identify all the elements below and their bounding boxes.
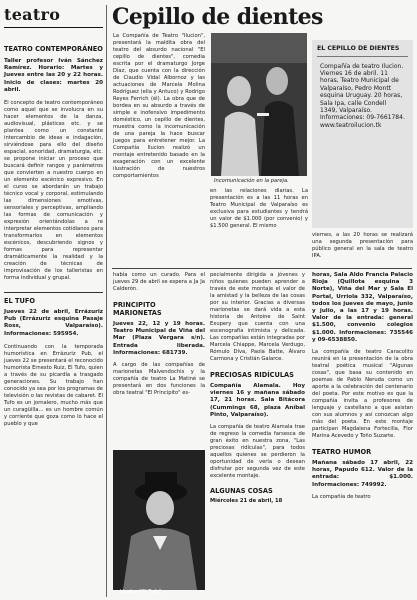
photo-caption-main: Incomunicación en la pareja. [214,178,289,184]
article-cont-text: en las relaciones diarias. La presentación es a las 11 horas en Teatro Municipal de Valparaíso es exclusiva para estudiantes y tendrá un valor de $1.000 (por convenio) y $1.500 general. El mismo [210,188,308,229]
article-end: viernes, a las 20 horas se realizará una segunda presentación para público general en la sala de teatro IPA. [312,232,413,259]
body-teatro-humor: La compañía de teatro [312,493,371,500]
body-algunas-cosas: La compañía de teatro Caracolito reunirá en la presentación de la obra teatral poética musical "Algunas cosas", que basa su contenido en poemas de Pablo Neruda como un aporte a la celebración del centenario del poeta. Por este motivo es que la compañía invita a profesores de lenguaje y castellano a que asistan con sus alumnos y así conozcan algo más del poeta. En este montaje participan Magdalena Fortecilla, Flor Marina Acevedo y Toño Suzarte. [312,349,413,440]
info-box-text: Compañía de teatro Ilucion. Viernes 16 de abril. 11 horas, Teatro Municipal de Valparaíso, Pedro Montt esquina Uruguay. 20 horas, Sala Ipa, calle Condell 1349, Valparaíso. Informaciones: 09-7661784. www.teatroilucion.tk [320,62,405,129]
col2-top-text: había como un curado. Para el jueves 29 de abril se espera a Ja Ja Calderón. [113,272,205,292]
body-principito: A cargo de las compañías de marionetas Malvendochis y la compañía de teatro La Matiné se presentará en dos funciones la obra teatral "El Principito" es- [113,362,205,397]
info-principito: Jueves 22, 12 y 19 horas. Teatro Municipal de Viña del Mar (Plaza Vergara s/n). Entrada liberada. Informaciones: 681739. [113,321,205,356]
headline: Cepillo de dientes [112,4,323,30]
section-title: teatro [4,5,61,24]
column-1 [4,45,103,428]
body-teatro-contemporaneo: El concepto de teatro contemporáneo como aquel que se involucra en su hacer elementos de la danza, audiovisual, plásticas etc. y se plantea como un constante intercambio de ideas e indagación, sirviéndose para ello del diseño espacial, sonoridad, dramaturgia, etc. se propone iniciar un proceso que buscará definir rangos y parámetros que convierten a nuestro cuerpo en un elemento escénico expresivo. En el curso se abordarán un trabajo técnico vocal y corporal, estimulando las dimensiones emotivas, sensoriales y perceptivas, ampliando las formas de comunicación y expresión orientándolas a re interpretar elementos cotidianos para transformarlos en elementos escénicos, descubriendo signos y formas para representar dramáticamente la realidad y la creación de técnicas de improvisación de los talleristas en forma individual y grupal. [4,100,103,282]
photo-caption-tufo: Vuelve "El Tufo". [120,589,164,595]
heading-teatro-humor: TEATRO HUMOR [312,448,372,457]
section-rule [4,27,103,28]
info-teatro-humor: Mañana sábado 17 abril, 22 horas, Papudo 612. Valor de la entrada: $1.000. Informaciones: 749992. [312,460,413,488]
body-el-tufo: Continuando con la temporada humorística en Errázuriz Pub, el jueves 22 se presentará el reconocido humorista Ernesto Ruiz, El Tufo, quien a través de su picardía a trasgado generaciones. Su trabajo han conocido ya sea por los programas de televisión o las revistas de cabaret. El Tufo es un jornalero, mucho más que un curagüilla... es un hombre común y corriente que goza como lo hace el pueblo y que [4,343,103,427]
column-divider [106,5,107,597]
article-continuation [210,188,308,230]
body-preciosas: La compañía de teatro Alamala trae de regreso la comedia farsesca de gran éxito en nuestra zona, "Las preciosas ridículas", para todos aquellos quienes se perdieron la oportunidad de verla o desean disfrutar por segunda vez de este excelente montaje. [210,424,305,480]
column-3 [210,272,305,505]
info-el-tufo: Jueves 22 de abril, Errázuriz Pub (Errázuriz esquina Pasaje Ross, Valparaíso). Informaciones: 595954. [4,309,103,337]
heading-principito: PRINCIPITO MARIONETAS [113,301,162,317]
photo-couple [211,33,307,176]
main-article [113,33,205,180]
heading-teatro-contemporaneo: TEATRO CONTEMPORÁNEO [4,45,103,53]
info-box [312,40,413,228]
horizontal-rule [112,268,412,269]
column-4 [312,272,413,501]
info-box-title: EL CEPILLO DE DIENTES [317,45,400,52]
info-teatro-contemporaneo: Taller profesor Iván Sánchez Ramírez. Horario: Martes y Jueves entre las 20 y 22 horas. Inicio de clases: martes 20 abril. [4,58,103,93]
info-preciosas: Compañía Alamala. Hoy viernes 16 y mañana sábado 17, 21 horas. Sala Bitácora (Cummings 68, plaza Aníbal Pinto, Valparaíso). [210,383,305,418]
heading-el-tufo: EL TUFO [4,292,103,305]
heading-algunas-cosas: ALGUNAS COSAS [210,487,273,496]
photo-el-tufo [113,450,205,590]
info-algunas-cosas-cont: horas, Sala Aldo Francia Palacio Rioja (Quillota esquina 3 Norte), Viña del Mar y Sala El Portal, Urriola 332, Valparaíso, todos los jueves de mayo, junio y julio, a las 17 y 19 horas. Valor de la entrada: general $1.500, convenio colegios $1.000. Informaciones: 735546 y 09-6538850. [312,272,413,343]
col3-top-text: pecialmente dirigida a jóvenes y niños quienes pueden aprender a través de este montaje el valor de la amistad y la belleza de las cosas por su interior. Gracias a diversas marionetas se dará vida a esta historia de Antoine de Saint Exupery que cuenta con una escenografía intimista y delicada. Las compañías están integradas por Marcela Chiappe, Marcela Verdugo, Rómulo Díva, Paola Batte, Álvaro Carmona y Cristián Galarce. [210,272,305,362]
column-2 [113,272,205,397]
info-algunas-cosas: Miércoles 21 de abril, 18 [210,498,283,505]
heading-preciosas: PRECIOSAS RIDÍCULAS [210,371,294,379]
article-lead: La Compañía de Teatro "Ilucion", presentará la maldita obra del teatro del absurdo nacional "El cepillo de dientes", comedia escrita por el dramaturgo Jorge Díaz, que cuenta con la dirección de Claudio Vidal Albornoz y las actuaciones de Marcela Molina Rodríguez (ella y Antuco) y Rodrigo Reyes Ferrich (él). La obra que de bordea en su absurdo a través de simple e inofensivo impedimento doméstico, un cepillo de dientes, muestra como la incomunicación de una pareja la hace buscar juegos para entretener mejor. La Compañía Ilucion realizó un montaje entretenido basado en la exageración con un excelente ilustración de nuestros comportamientos [113,33,205,179]
